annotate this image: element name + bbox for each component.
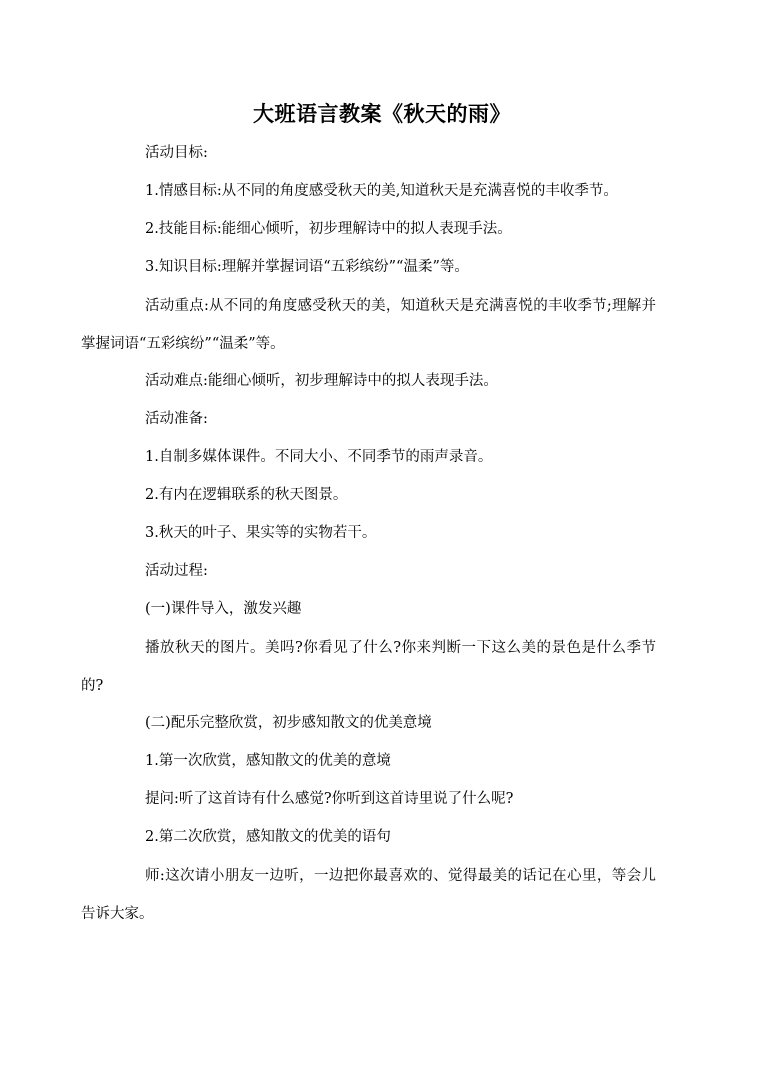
document-title: 大班语言教案《秋天的雨》 (253, 101, 511, 126)
paragraph-step-2-teacher: 师:这次请小朋友一边听，一边把你最喜欢的、觉得最美的话记在心里，等会儿告诉大家。 (81, 867, 656, 922)
paragraph-section-1-body: 播放秋天的图片。美吗?你看见了什么?你来判断一下这么美的景色是什么季节的? (81, 639, 656, 694)
paragraph-difficulties: 活动难点:能细心倾听，初步理解诗中的拟人表现手法。 (145, 373, 498, 389)
document-body (81, 144, 656, 942)
paragraph-preparation-heading: 活动准备: (145, 411, 208, 427)
paragraph-preparation-3: 3.秋天的叶子、果实等的实物若干。 (145, 525, 377, 541)
paragraph-objective-1: 1.情感目标:从不同的角度感受秋天的美,知道秋天是充满喜悦的丰收季节。 (145, 183, 618, 199)
paragraph-step-1-question: 提问:听了这首诗有什么感觉?你听到这首诗里说了什么呢? (145, 791, 514, 807)
paragraph-step-2: 2.第二次欣赏，感知散文的优美的语句 (145, 829, 391, 845)
paragraph-preparation-2: 2.有内在逻辑联系的秋天图景。 (145, 487, 348, 503)
paragraph-section-1: (一)课件导入，激发兴趣 (145, 601, 302, 617)
paragraph-objective-3: 3.知识目标:理解并掌握词语“五彩缤纷”“温柔”等。 (145, 259, 469, 275)
paragraph-key-points: 活动重点:从不同的角度感受秋天的美，知道秋天是充满喜悦的丰收季节;理解并掌握词语“五彩缤纷”“温柔”等。 (81, 297, 656, 352)
paragraph-step-1: 1.第一次欣赏，感知散文的优美的意境 (145, 753, 391, 769)
paragraph-objective-2: 2.技能目标:能细心倾听，初步理解诗中的拟人表现手法。 (145, 221, 512, 237)
paragraph-preparation-1: 1.自制多媒体课件。不同大小、不同季节的雨声录音。 (145, 449, 493, 465)
paragraph-process-heading: 活动过程: (145, 563, 208, 579)
paragraph-objectives-heading: 活动目标: (145, 145, 208, 161)
paragraph-section-2: (二)配乐完整欣赏，初步感知散文的优美意境 (145, 715, 432, 731)
